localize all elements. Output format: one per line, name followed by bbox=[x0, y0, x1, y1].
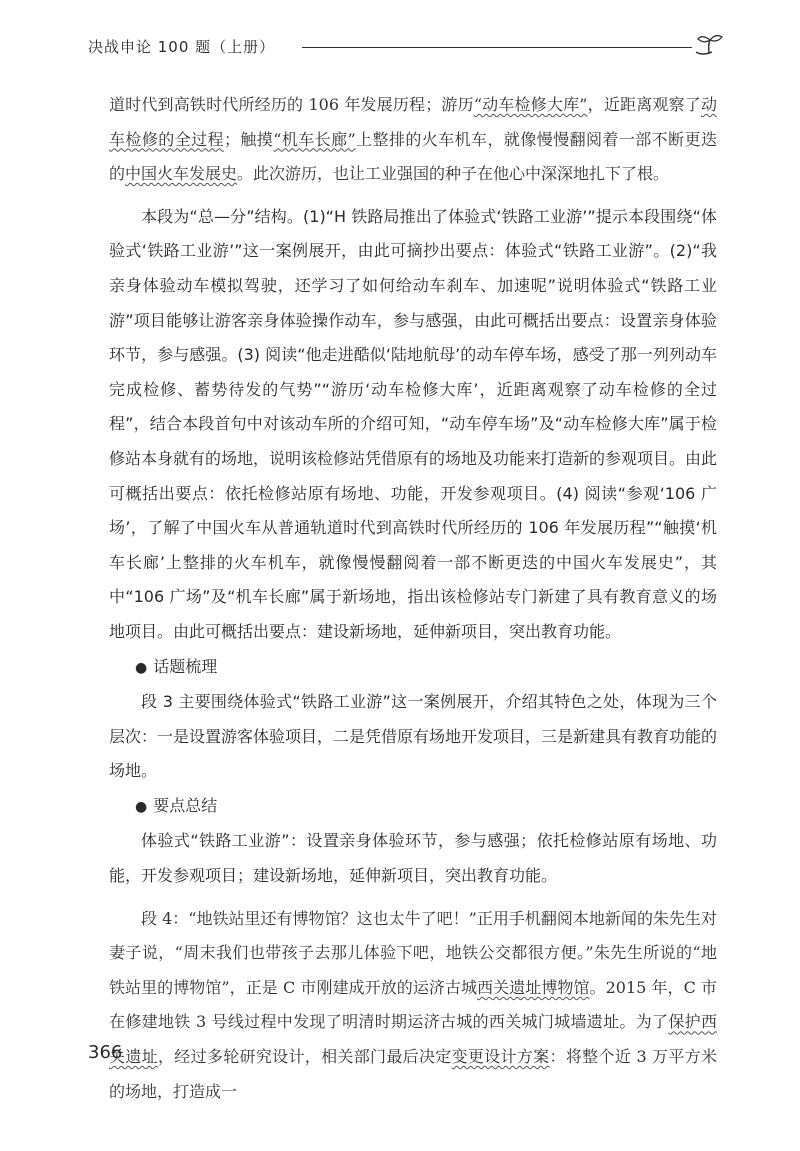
underlined-phrase: “机车长廊” bbox=[273, 129, 356, 149]
topic-sorting-text: 段 3 主要围绕体验式“铁路工业游”这一案例展开，介绍其特色之处，体现为三个层次：一是设置游客体验项目，二是凭借原有场地开发项目，三是新建具有教育功能的场地。 bbox=[109, 692, 718, 781]
underlined-phrase: “动车检修大库” bbox=[473, 95, 588, 114]
underlined-phrase: 西关遗址博物馆 bbox=[477, 977, 590, 997]
sprout-icon bbox=[692, 32, 726, 58]
bullet-icon: ● bbox=[135, 659, 148, 676]
underlined-phrase: 变更设计方案 bbox=[451, 1047, 550, 1067]
underlined-phrase: 动车检修的全过程 bbox=[109, 95, 717, 149]
topic-sorting-heading: ● 话题梳理 bbox=[135, 656, 218, 676]
header-rule bbox=[302, 47, 692, 48]
key-points-heading: ● 要点总结 bbox=[135, 795, 218, 815]
page-body bbox=[109, 88, 717, 1109]
bullet-icon: ● bbox=[135, 798, 148, 815]
page-number: 366 bbox=[88, 1042, 123, 1063]
key-points-text: 体验式“铁路工业游”：设置亲身体验环节，参与感强；依托检修站原有场地、功能，开发参观项目；建设新场地，延伸新项目，突出教育功能。 bbox=[109, 831, 717, 886]
continued-paragraph: 道时代到高铁时代所经历的 106 年发展历程；游历“动车检修大库”，近距离观察了动车检修的全过程；触摸“机车长廊”上整排的火车机车，就像慢慢翻阅着一部不断更迭的中国火车发展史。此次游历，也让工业强国的种子在他心中深深地扎下了根。 bbox=[109, 95, 717, 184]
underlined-phrase: 保护西关遗址 bbox=[109, 1012, 717, 1067]
paragraph-4: 段 4：“地铁站里还有博物馆？这也太牛了吧！”正用手机翻阅本地新闻的朱先生对妻子说，“周末我们也带孩子去那儿体验下吧，地铁公交都很方便。”朱先生所说的“地铁站里的博物馆”，正是 C 市刚建成开放的运济古城西关遗址博物馆。2015 年，C 市在修建地铁 3 号线过程中发现了明清时期运济古城的西关城门城墙遗址。为了保护西关遗址，经过多轮研究设计，相关部门最后决定变更设计方案：将整个近 3 万平方米的场地，打造成一 bbox=[109, 908, 717, 1101]
running-header bbox=[88, 30, 728, 64]
book-title: 决战申论 100 题（上册） bbox=[88, 38, 276, 56]
analysis-paragraph: 本段为“总—分”结构。(1)“H 铁路局推出了体验式‘铁路工业游’”提示本段围绕“体验式‘铁路工业游’”这一案例展开，由此可摘抄出要点：体验式“铁路工业游”。(2)“我亲身体验动车模拟驾驶，还学习了如何给动车刹车、加速呢”说明体验式“铁路工业游”项目能够让游客亲身体验操作动车，参与感强，由此可概括出要点：设置亲身体验环节，参与感强。(3) 阅读“他走进酷似‘陆地航母’的动车停车场，感受了那一列列动车完成检修、蓄势待发的气势”“游历‘动车检修大库’，近距离观察了动车检修的全过程”，结合本段首句中对该动车所的介绍可知，“动车停车场”及“动车检修大库”属于检修站本身就有的场地，说明该检修站凭借原有的场地及功能来打造新的参观项目。由此可概括出要点：依托检修站原有场地、功能，开发参观项目。(4) 阅读“参观‘106 广场’，了解了中国火车从普通轨道时代到高铁时代所经历的 106 年发展历程”“触摸‘机车长廊’上整排的火车机车，就像慢慢翻阅着一部不断更迭的中国火车发展史”，其中“106 广场”及“机车长廊”属于新场地，指出该检修站专门新建了具有教育意义的场地项目。由此可概括出要点：建设新场地，延伸新项目，突出教育功能。 bbox=[109, 206, 718, 641]
underlined-phrase: 中国火车发展史 bbox=[125, 164, 238, 184]
